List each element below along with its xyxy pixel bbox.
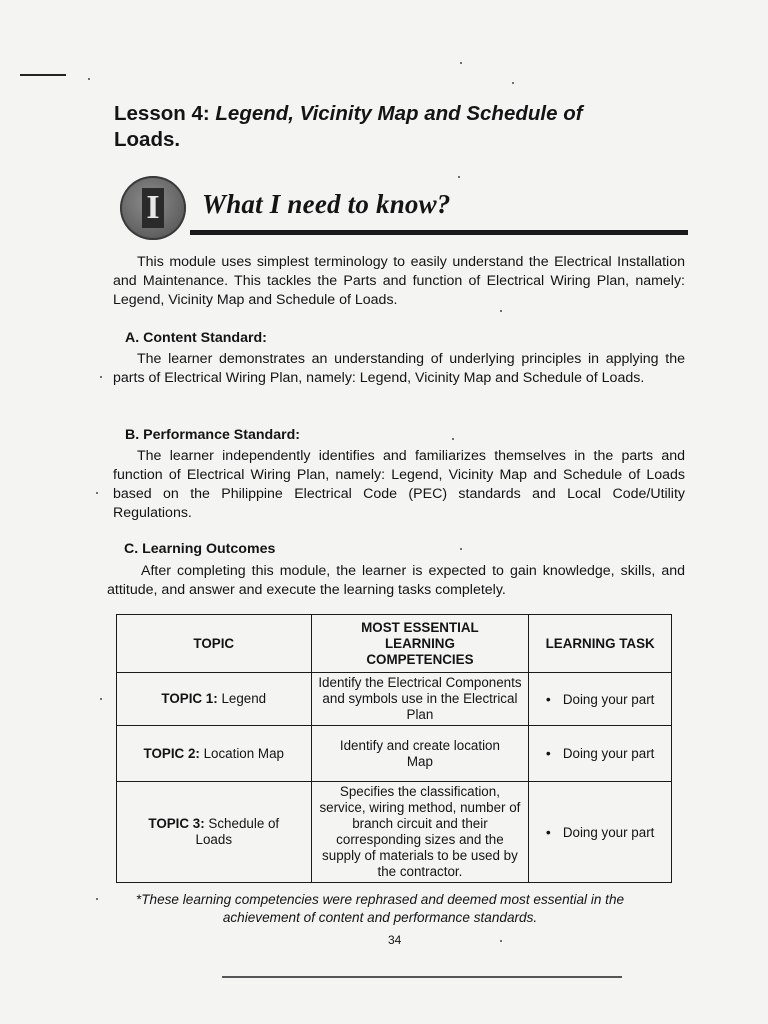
task-cell [529,673,672,726]
section-divider [190,230,688,235]
scan-speck [500,310,502,312]
topic-name: Schedule of Loads [195,816,280,847]
lesson-title [114,101,674,153]
margin-mark [20,74,66,76]
scan-speck [500,940,502,942]
topic-label: TOPIC 2: [143,745,200,761]
header-competencies: MOST ESSENTIAL LEARNING COMPETENCIES [311,615,529,673]
task-cell [529,726,672,782]
footer-divider [222,976,622,978]
lesson-title-italic: Legend, Vicinity Map and Schedule of [215,102,583,125]
table-row [117,673,672,726]
competencies-table [116,614,672,883]
topic-name: Location Map [199,745,284,761]
scan-speck [452,438,454,440]
topic-name: Legend [217,691,267,706]
competency-cell: Identify and create location Map [311,726,529,782]
scan-speck [96,492,98,494]
scan-speck [100,698,102,700]
table-row [117,782,672,883]
topic-cell [117,726,312,782]
learning-outcomes-body: After completing this module, the learner is expected to gain knowledge, skills, and attitude, and answer and execute the learning tasks completely. [107,563,685,598]
scan-speck [512,82,514,84]
scan-speck [96,898,98,900]
scan-speck [458,176,460,178]
topic-cell [117,782,312,883]
topic-label: TOPIC 1: [161,691,218,706]
bullet-icon: • [545,690,551,707]
table-row [117,726,672,782]
scan-speck [460,62,462,64]
topic-label: TOPIC 3: [148,816,205,831]
lesson-part-icon [120,176,186,240]
bullet-icon: • [545,823,551,840]
header-topic: TOPIC [117,615,312,673]
scan-speck [460,548,462,550]
scan-speck [100,376,102,378]
intro-paragraph: This module uses simplest terminology to easily understand the Electrical Installation and Maintenance. This tackles the Parts and function of Electrical Wiring Plan, namely: Legend, Vicinity Map and Schedule of Loads. [113,254,685,308]
task-label: Doing your part [562,691,655,707]
task-label: Doing your part [562,746,655,761]
task-label: Doing your part [562,824,655,840]
footnote: *These learning competencies were rephrased and deemed most essential in the achievement of content and performance standards. [135,892,625,925]
task-cell [529,782,672,883]
section-title: What I need to know? [202,189,451,219]
content-standard-body: The learner demonstrates an understanding of underlying principles in applying the parts of Electrical Wiring Plan, namely: Legend, Vicinity Map and Schedule of Loads. [113,351,685,386]
content-standard-heading: A. Content Standard: [125,330,267,346]
performance-standard-body: The learner independently identifies and familiarizes themselves in the parts and function of Electrical Wiring Plan, namely: Legend, Vicinity Map and Schedule of Loads based on the Philippine Electrical Code (PEC) standards and Local Code/Utility Regulations. [113,448,685,521]
lesson-title-line2: Loads. [114,128,181,151]
learning-outcomes-heading: C. Learning Outcomes [124,541,276,557]
lesson-part-letter: I [142,188,164,228]
header-learning-task: LEARNING TASK [529,615,672,673]
topic-cell [117,673,312,726]
scan-speck [88,78,90,80]
performance-standard-heading: B. Performance Standard: [125,427,301,443]
competency-cell: Specifies the classification, service, wiring method, number of branch circuit and their corresponding sizes and the supply of materials to be used by the contractor. [311,782,529,883]
page-number: 34 [388,933,402,947]
bullet-icon: • [545,745,551,761]
competency-cell: Identify the Electrical Components and symbols use in the Electrical Plan [311,673,529,726]
table-header-row [117,615,672,673]
lesson-prefix: Lesson 4: [114,102,216,125]
